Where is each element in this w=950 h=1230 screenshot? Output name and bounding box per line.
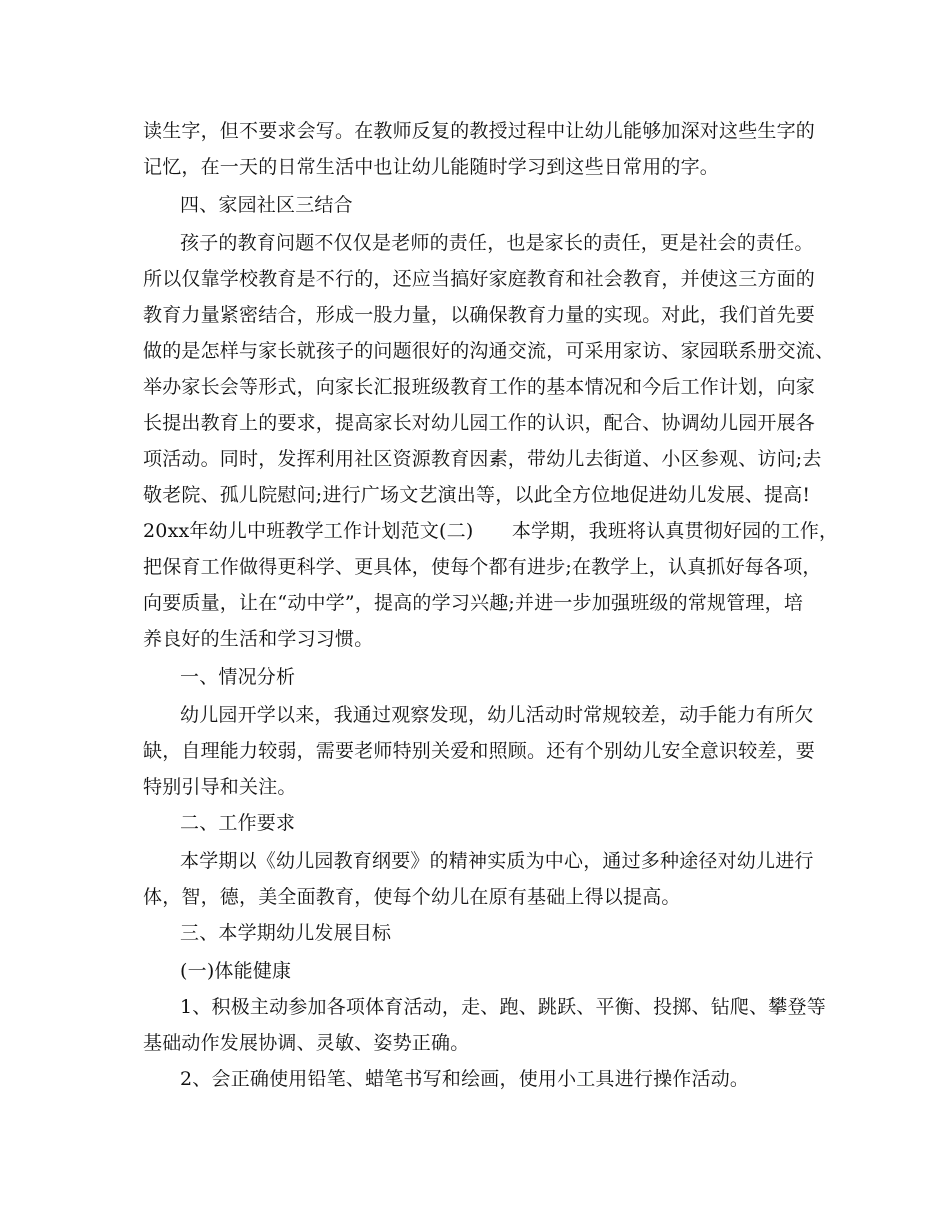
text-line: 幼儿园开学以来，我通过观察发现，幼儿活动时常规较差，动手能力有所欠: [180, 704, 814, 726]
text-line: 敬老院、孤儿院慰问;进行广场文艺演出等，以此全方位地促进幼儿发展、提高!: [143, 484, 811, 506]
section-heading: 一、情况分析: [180, 666, 296, 688]
text-line: 记忆，在一天的日常生活中也让幼儿能随时学习到这些日常用的字。: [143, 156, 720, 178]
text-line: 本学期以《幼儿园教育纲要》的精神实质为中心，通过多种途径对幼儿进行: [180, 850, 814, 872]
text-line: 所以仅靠学校教育是不行的，还应当搞好家庭教育和社会教育，并使这三方面的: [143, 268, 816, 290]
text-line: 向要质量，让在“动中学”，提高的学习兴趣;并进一步加强班级的常规管理，培: [143, 592, 804, 614]
text-line: 长提出教育上的要求，提高家长对幼儿园工作的认识，配合、协调幼儿园开展各: [143, 412, 816, 434]
text-line: 养良好的生活和学习习惯。: [143, 628, 374, 650]
subsection-heading: (一)体能健康: [180, 960, 292, 982]
text-line: 举办家长会等形式，向家长汇报班级教育工作的基本情况和今后工作计划，向家: [143, 376, 816, 398]
text-line: 特别引导和关注。: [143, 776, 297, 798]
text-line: 20xx年幼儿中班教学工作计划范文(二) 本学期，我班将认真贯彻好园的工作，: [143, 520, 839, 542]
text-line: 孩子的教育问题不仅仅是老师的责任，也是家长的责任，更是社会的责任。: [180, 232, 814, 254]
section-heading: 二、工作要求: [180, 812, 296, 834]
text-line: 基础动作发展协调、灵敏、姿势正确。: [143, 1032, 470, 1054]
text-line: 把保育工作做得更科学、更具体，使每个都有进步;在教学上，认真抓好每各项，: [143, 556, 822, 578]
section-heading: 四、家园社区三结合: [180, 194, 353, 216]
text-line: 项活动。同时，发挥利用社区资源教育因素，带幼儿去街道、小区参观、访问;去: [143, 448, 822, 470]
text-line: 体，智，德，美全面教育，使每个幼儿在原有基础上得以提高。: [143, 886, 681, 908]
text-line: 做的是怎样与家长就孩子的问题很好的沟通交流，可采用家访、家园联系册交流、: [143, 340, 835, 362]
list-item: 1、积极主动参加各项体育活动，走、跑、跳跃、平衡、投掷、钻爬、攀登等: [180, 996, 826, 1018]
text-line: 读生字，但不要求会写。在教师反复的教授过程中让幼儿能够加深对这些生字的: [143, 120, 816, 142]
list-item: 2、会正确使用铅笔、蜡笔书写和绘画，使用小工具进行操作活动。: [180, 1068, 750, 1090]
text-line: 教育力量紧密结合，形成一股力量，以确保教育力量的实现。对此，我们首先要: [143, 304, 816, 326]
section-heading: 三、本学期幼儿发展目标: [180, 922, 392, 944]
text-line: 缺，自理能力较弱，需要老师特别关爱和照顾。还有个别幼儿安全意识较差，要: [143, 740, 816, 762]
